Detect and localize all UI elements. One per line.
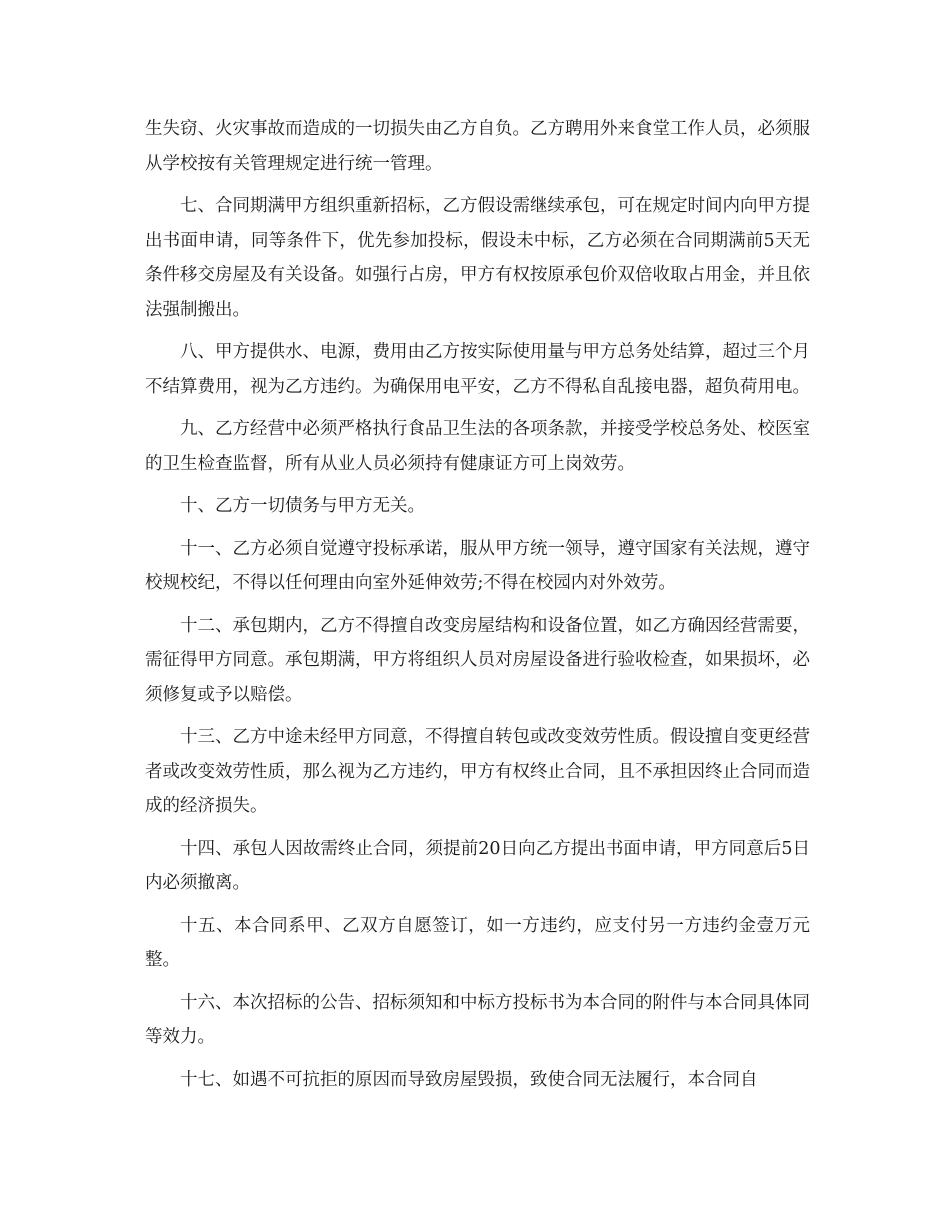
paragraph-clause-17: 十七、如遇不可抗拒的原因而导致房屋毁损，致使合同无法履行，本合同自 <box>180 1069 758 1090</box>
paragraph-clause-7: 七、合同期满甲方组织重新招标，乙方假设需继续承包，可在规定时间内向甲方提出书面申请，同等条件下，优先参加投标，假设未中标，乙方必须在合同期满前5天无条件移交房屋及有关设备。如强行占房，甲方有权按原承包价双倍收取占用金，并且依法强制搬出。 <box>145 196 810 320</box>
paragraph-clause-8: 八、甲方提供水、电源，费用由乙方按实际使用量与甲方总务处结算，超过三个月不结算费用，视为乙方违约。为确保用电平安，乙方不得私自乱接电器，超负荷用电。 <box>145 342 810 397</box>
paragraph-clause-14: 十四、承包人因故需终止合同，须提前20日向乙方提出书面申请，甲方同意后5日内必须撤离。 <box>145 838 810 893</box>
paragraph-clause-9: 九、乙方经营中必须严格执行食品卫生法的各项条款，并接受学校总务处、校医室的卫生检查监督，所有从业人员必须持有健康证方可上岗效劳。 <box>145 419 810 474</box>
paragraph-clause-10: 十、乙方一切债务与甲方无关。 <box>180 496 425 516</box>
paragraph-clause-11: 十一、乙方必须自觉遵守投标承诺，服从甲方统一领导，遵守国家有关法规，遵守校规校纪，不得以任何理由向室外延伸效劳;不得在校园内对外效劳。 <box>145 538 810 593</box>
paragraph-clause-16: 十六、本次招标的公告、招标须知和中标方投标书为本合同的附件与本合同具体同等效力。 <box>145 992 810 1047</box>
paragraph-clause-15: 十五、本合同系甲、乙双方自愿签订，如一方违约，应支付另一方违约金壹万元整。 <box>145 915 810 970</box>
paragraph-clause-12: 十二、承包期内，乙方不得擅自改变房屋结构和设备位置，如乙方确因经营需要，需征得甲方同意。承包期满，甲方将组织人员对房屋设备进行验收检查，如果损坏，必须修复或予以赔偿。 <box>145 615 810 705</box>
document-body <box>145 112 810 1105</box>
paragraph-continuation: 生失窃、火灾事故而造成的一切损失由乙方自负。乙方聘用外来食堂工作人员，必须服从学校按有关管理规定进行统一管理。 <box>145 119 810 174</box>
paragraph-clause-13: 十三、乙方中途未经甲方同意，不得擅自转包或改变效劳性质。假设擅自变更经营者或改变效劳性质，那么视为乙方违约，甲方有权终止合同，且不承担因终止合同而造成的经济损失。 <box>145 727 810 816</box>
